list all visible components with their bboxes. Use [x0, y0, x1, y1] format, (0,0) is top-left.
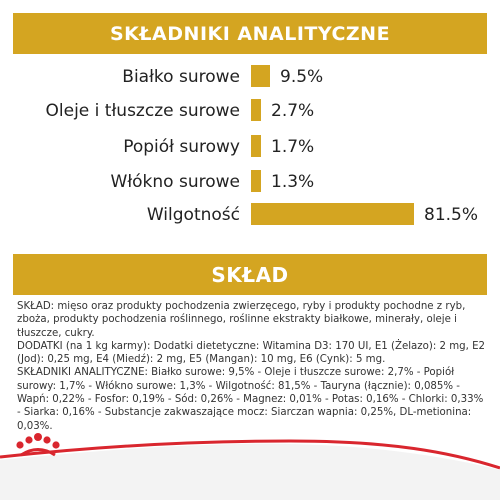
composition-ingredients: SKŁAD: mięso oraz produkty pochodzenia zwierzęcego, ryby i produkty pochodne z ryb, zboża, produkty pochodzenia roślinnego, roślinne ekstrakty białkowe, minerały, oleje i tłuszcze, cukry. [17, 301, 466, 339]
bar [251, 203, 414, 225]
value-label: 1.7% [271, 137, 315, 157]
value-label: 81.5% [424, 205, 479, 225]
composition-banner [13, 254, 487, 295]
category-label: Oleje i tłuszcze surowe [45, 101, 240, 121]
footer-decoration [0, 418, 500, 500]
bar [251, 170, 261, 192]
composition-title: SKŁAD [211, 262, 289, 287]
category-label: Popiół surowy [123, 137, 240, 157]
analytics-banner [13, 13, 487, 54]
composition-text [17, 300, 487, 433]
bar [251, 135, 261, 157]
category-label: Wilgotność [146, 205, 240, 225]
bar [251, 99, 261, 121]
composition-additives: DODATKI (na 1 kg karmy): Dodatki dietetyczne: Witamina D3: 170 UI, E1 (Żelazo): 2 mg, E2 (Jod): 0,25 mg, E4 (Miedź): 2 mg, E5 (Mangan): 10 mg, E6 (Cynk): 5 mg. [17, 340, 486, 366]
footer-curve [0, 444, 500, 500]
category-label: Białko surowe [122, 67, 240, 87]
value-label: 9.5% [280, 67, 324, 87]
analytics-title: SKŁADNIKI ANALITYCZNE [109, 22, 391, 45]
bar [251, 65, 270, 87]
category-label: Włókno surowe [110, 172, 240, 192]
value-label: 2.7% [271, 101, 315, 121]
composition-analytics: SKŁADNIKI ANALITYCZNE: Białko surowe: 9,5% - Oleje i tłuszcze surowe: 2,7% - Popiół surowy: 1,7% - Włókno surowe: 1,3% - Wilgotność: 81,5% - Tauryna (łącznie): 0,085% - Wapń: 0,22% - Fosfor: 0,19% - Sód: 0,26% - Magnez: 0,01% - Potas: 0,16% - Chlorki: 0,33% - Siarka: 0,16% - Substancje zakwaszające mocz: Siarczan wapnia: 0,25%, DL-metionina: 0,03%. [17, 367, 484, 432]
analytics-bar-chart [0, 56, 500, 246]
value-label: 1.3% [271, 172, 315, 192]
